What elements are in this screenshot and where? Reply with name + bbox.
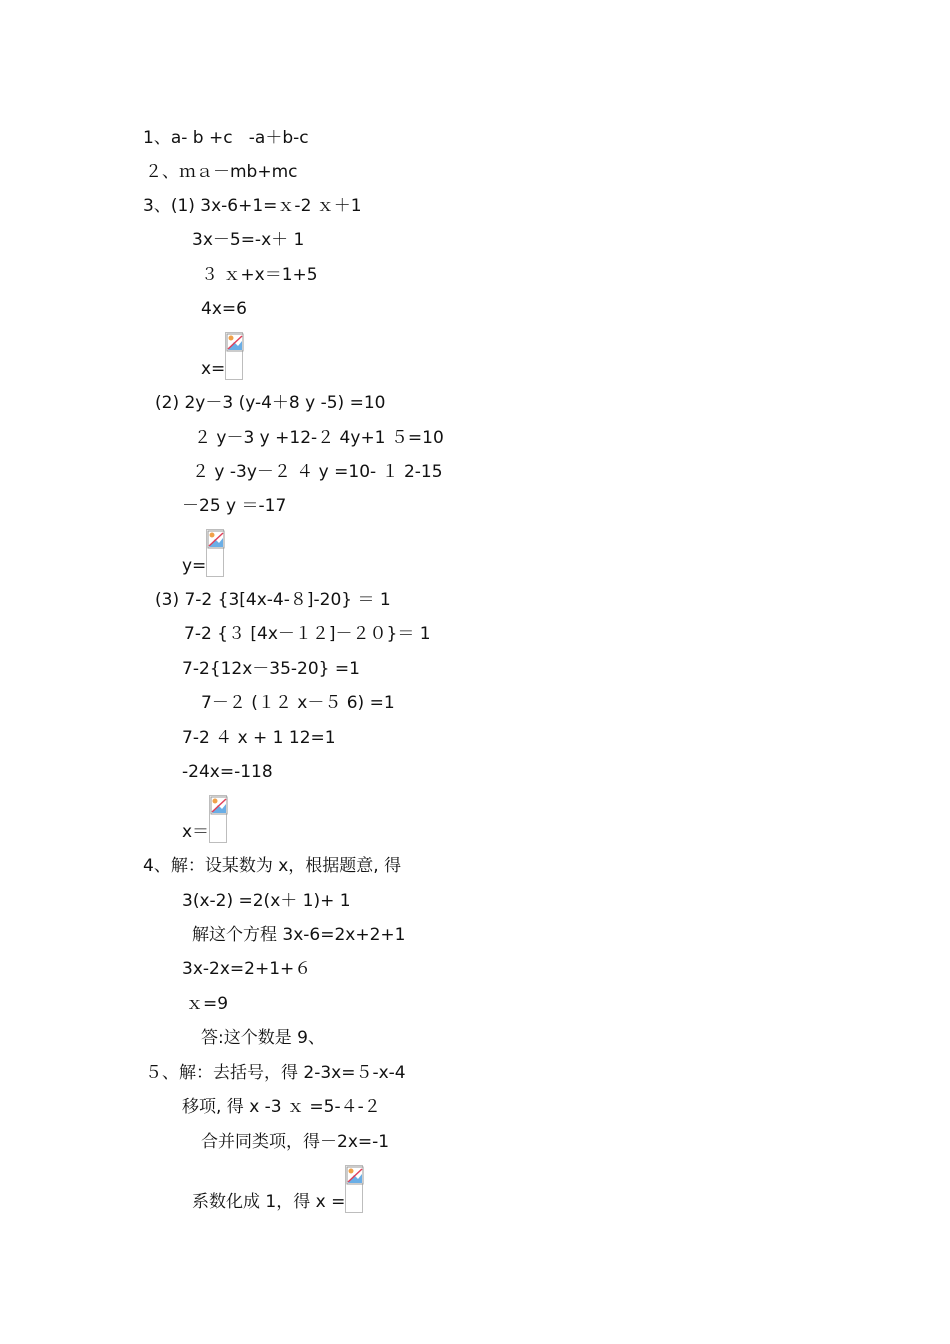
line-17: 7-2 ４ x + 1 12=1 (182, 728, 336, 748)
line-13: (3) 7-2 {3[4x-4-８]-20} ＝ 1 (155, 590, 391, 610)
line-22: 解这个方程 3x-6=2x+2+1 (192, 925, 406, 945)
broken-image-icon (225, 332, 243, 380)
line-19 (182, 795, 227, 843)
line-3: 3、(1) 3x-6+1=ｘ-2 ｘ＋1 (143, 196, 362, 216)
line-15: 7-2{12x－35-20} =1 (182, 659, 360, 679)
line-2: ２、ｍａ－mb+mc (145, 162, 298, 182)
line-26: ５、解：去括号，得 2-3x=５-x-4 (145, 1063, 406, 1083)
line-11: －25 y ＝-17 (182, 496, 287, 516)
line-4: 3x－5=-x＋ 1 (192, 230, 305, 250)
broken-image-icon (209, 795, 227, 843)
line-28: 合并同类项，得－2x=-1 (201, 1132, 390, 1152)
line-27: 移项, 得 x -3 ｘ =5-４-２ (182, 1097, 381, 1117)
line-18: -24x=-118 (182, 762, 273, 782)
broken-image-icon (206, 529, 224, 577)
line-20: 4、解：设某数为 x，根据题意, 得 (143, 856, 402, 876)
answer-label: x= (201, 359, 226, 379)
line-14: 7-2 {３ [4x－１２]－２０}＝ 1 (184, 624, 431, 644)
broken-image-icon (345, 1165, 363, 1213)
line-16: 7－２ (１２ x－５ 6) =1 (201, 693, 395, 713)
answer-label: 系数化成 1，得 x = (192, 1192, 346, 1212)
line-5: ３ ｘ+x＝1+5 (201, 265, 318, 285)
line-8: (2) 2y－3 (y-4＋8 y -5) =10 (155, 393, 386, 413)
line-9: ２ y－3 y +12-２ 4y+1 ５=10 (194, 428, 444, 448)
line-25: 答:这个数是 9、 (201, 1028, 325, 1048)
line-7 (201, 332, 243, 380)
line-12 (182, 529, 224, 577)
line-21: 3(x-2) =2(x＋ 1)+ 1 (182, 891, 351, 911)
line-29 (192, 1165, 363, 1213)
line-1: 1、a- b +c -a＋b-c (143, 128, 309, 148)
answer-label: y= (182, 556, 207, 576)
line-24: ｘ=9 (186, 994, 229, 1014)
line-6: 4x=6 (201, 299, 247, 319)
line-23: 3x-2x=2+1+６ (182, 959, 312, 979)
line-10: ２ y -3y－２ ４ y =10- １ 2-15 (192, 462, 443, 482)
answer-label: x＝ (182, 822, 210, 842)
